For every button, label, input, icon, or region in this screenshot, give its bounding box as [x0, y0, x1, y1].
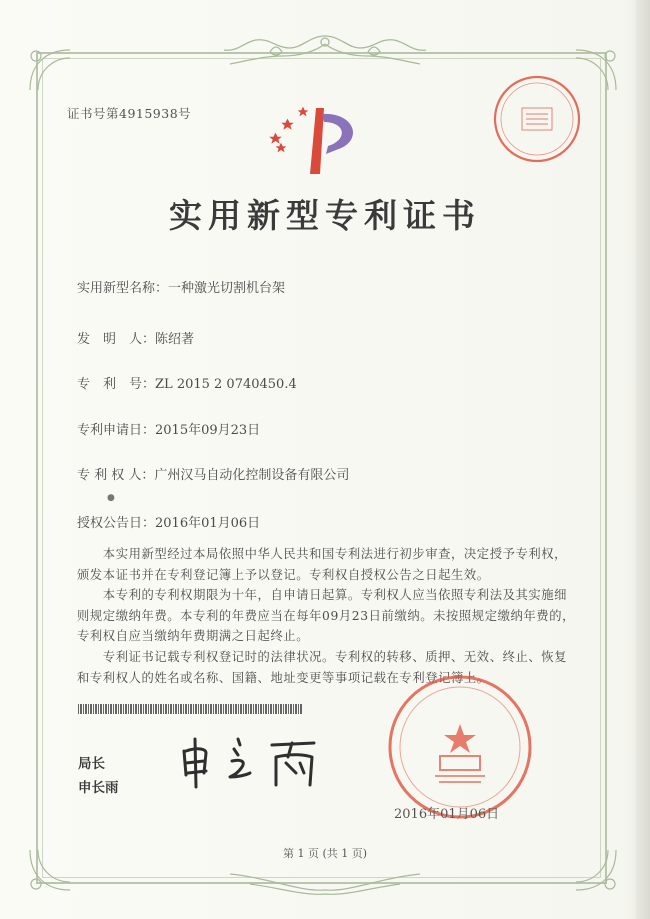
field-value: 陈绍著 [155, 332, 195, 347]
agency-seal-stamp [490, 72, 584, 166]
certificate-title: 实用新型专利证书 [169, 196, 481, 235]
field-label: 授权公告日： [77, 516, 156, 531]
field-value: ZL 2015 2 0740450.4 [155, 377, 297, 392]
application-date [77, 419, 260, 438]
barcode [78, 704, 302, 714]
field-label: 实用新型名称： [77, 281, 169, 296]
director-title: 局长 [78, 756, 105, 772]
patent-office-official-seal [385, 672, 535, 822]
bottom-ornament [210, 868, 440, 898]
director-signature [176, 733, 326, 793]
field-value: 2015年09月23日 [155, 423, 261, 438]
inventor [77, 328, 194, 347]
field-label: 专 利 权 人： [77, 468, 155, 483]
utility-model-name [77, 277, 285, 296]
corner-ornament-top-left [20, 40, 80, 100]
field-value: 2016年01月06日 [155, 516, 261, 531]
director-name: 申长雨 [78, 780, 119, 796]
grant-announcement-date [77, 512, 260, 531]
paragraph-term-and-fees: 本专利的专利权期限为十年，自申请日起算。专利权人应当依照专利法及其实施细则规定缴纳年费。本专利的年费应当在每年09月23日前缴纳。未按照规定缴纳年费的，专利权自应当缴纳年费期满之日起终止。 [77, 588, 575, 643]
field-label: 专 利 号： [77, 377, 156, 392]
seal-date: 2016年01月06日 [394, 807, 500, 822]
field-value: 广州汉马自动化控制设备有限公司 [154, 468, 350, 483]
field-value: 一种激光切割机台架 [168, 281, 286, 296]
stray-mark: ● [107, 493, 115, 503]
certificate-number: 证书号第4915938号 [67, 106, 192, 121]
field-label: 发 明 人： [77, 332, 156, 347]
patent-office-logo [266, 106, 366, 176]
patent-number [77, 373, 297, 392]
page-edge-shadow [636, 0, 650, 919]
paragraph-legal-status: 专利证书记载专利权登记时的法律状况。专利权的转移、质押、无效、终止、恢复和专利权人的姓名或名称、国籍、地址变更等事项记载在专利登记簿上。 [77, 650, 568, 685]
page-number: 第 1 页 (共 1 页) [282, 847, 368, 860]
top-ornament [210, 30, 440, 70]
patentee [77, 464, 349, 483]
field-label: 专利申请日： [77, 423, 156, 438]
paragraph-grant-statement: 本实用新型经过本局依照中华人民共和国专利法进行初步审查，决定授予专利权，颁发本证书并在专利登记簿上予以登记。专利权自授权公告之日起生效。 [77, 547, 568, 582]
